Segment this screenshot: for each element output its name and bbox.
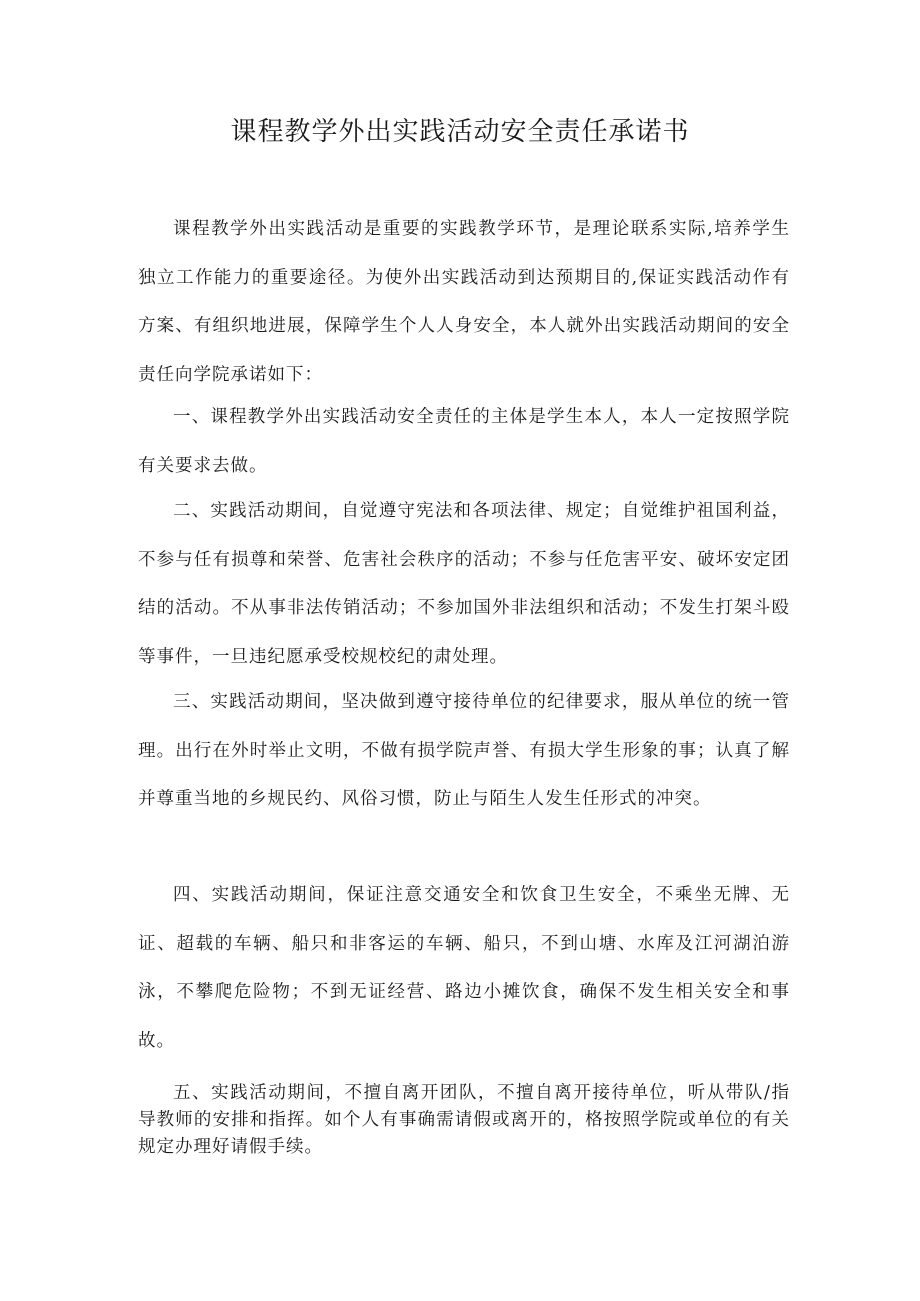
intro-paragraph: 课程教学外出实践活动是重要的实践教学环节，是理论联系实际,培养学生独立工作能力的重要途径。为使外出实践活动到达预期目的,保证实践活动作有方案、有组织地进展，保障学生个人人身安全，本人就外出实践活动期间的安全责任向学院承诺如下： bbox=[138, 219, 790, 385]
clause-3-paragraph: 三、实践活动期间，坚决做到遵守接待单位的纪律要求，服从单位的统一管理。出行在外时举止文明，不做有损学院声誉、有损大学生形象的事；认真了解并尊重当地的乡规民约、风俗习惯，防止与陌生人发生任形式的冲突。 bbox=[138, 692, 790, 809]
document-title: 课程教学外出实践活动安全责任承诺书 bbox=[230, 117, 690, 147]
clause-2-paragraph: 二、实践活动期间，自觉遵守宪法和各项法律、规定；自觉维护祖国利益，不参与任有损尊和荣誉、危害社会秩序的活动；不参与任危害平安、破坏安定团结的活动。不从事非法传销活动；不参加国外非法组织和活动；不发生打架斗殴等事件，一旦违纪愿承受校规校纪的肃处理。 bbox=[138, 501, 790, 667]
clause-5-paragraph: 五、实践活动期间，不擅自离开团队，不擅自离开接待单位，听从带队/指导教师的安排和指挥。如个人有事确需请假或离开的，格按照学院或单位的有关规定办理好请假手续。 bbox=[138, 1083, 790, 1157]
clause-1-paragraph: 一、课程教学外出实践活动安全责任的主体是学生本人，本人一定按照学院有关要求去做。 bbox=[138, 407, 790, 476]
clause-4-paragraph: 四、实践活动期间，保证注意交通安全和饮食卫生安全，不乘坐无牌、无证、超载的车辆、船只和非客运的车辆、船只，不到山塘、水库及江河湖泊游泳，不攀爬危险物；不到无证经营、路边小摊饮食，确保不发生相关安全和事故。 bbox=[138, 885, 790, 1051]
